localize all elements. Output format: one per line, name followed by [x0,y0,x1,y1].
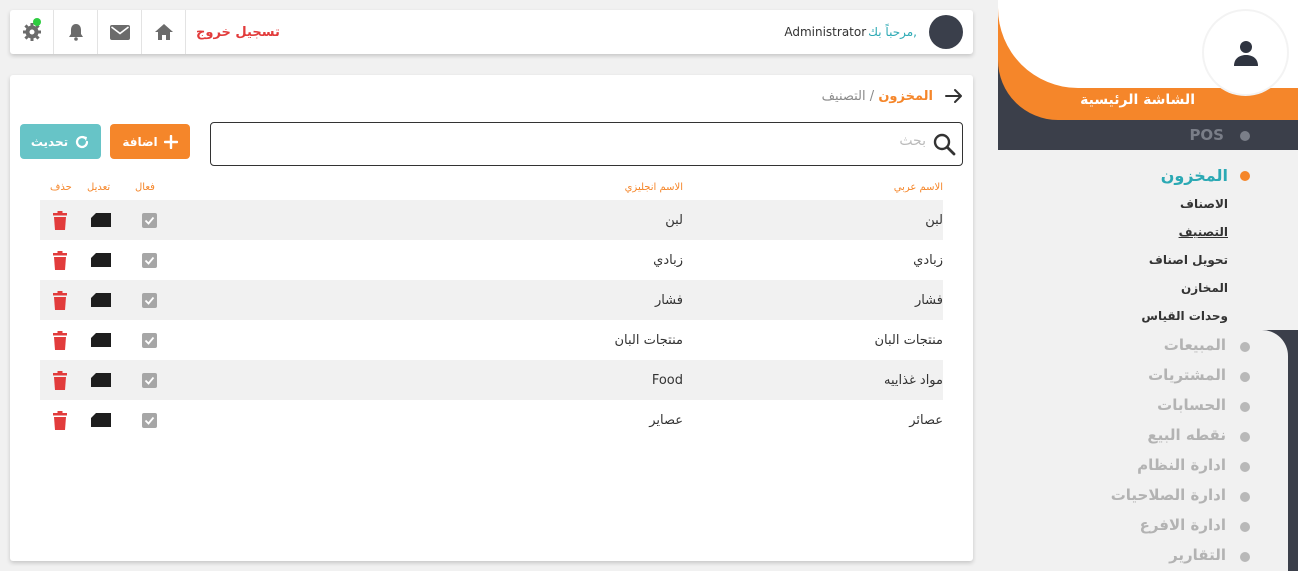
plus-icon [164,135,178,149]
profile-avatar[interactable] [1204,11,1287,94]
sidebar-bullet [1240,492,1250,502]
refresh-button-label: تحديث [30,134,69,149]
avatar[interactable] [929,15,963,49]
sidebar-bullet [1240,342,1250,352]
sidebar-bullet [1240,131,1250,141]
welcome-message [784,10,917,54]
sidebar-item-pos[interactable]: POS [1189,126,1224,144]
sidebar [998,0,1298,571]
edit-icon [90,412,112,428]
check-icon [142,293,157,308]
sidebar-item[interactable]: المشتريات [1148,366,1226,384]
user-name: Administrator [784,25,867,39]
add-button-label: اضافة [122,134,158,149]
search-icon [932,132,956,156]
header-edit: تعديل [87,182,111,193]
cell-arabic-name: مواد غذاييه [884,372,943,388]
edit-icon [90,252,112,268]
sidebar-item[interactable]: نقطه البيع [1147,426,1226,444]
add-button[interactable] [110,124,190,159]
active-checkbox[interactable] [142,400,157,440]
refresh-icon [74,134,90,150]
cell-english-name: زبادي [653,252,683,268]
welcome-label: مرحباً بك, [868,25,917,39]
trash-icon [52,291,68,310]
header-english-name: الاسم انجليزي [624,182,683,193]
sidebar-bullet [1240,552,1250,562]
edit-button[interactable] [90,280,112,320]
sidebar-subitem[interactable]: وحدات القياس [1141,309,1228,323]
sidebar-item-home[interactable]: الشاشة الرئيسية [1080,92,1195,108]
sidebar-subitem[interactable]: تحويل اصناف [1148,253,1228,267]
header-arabic-name: الاسم عربي [893,182,943,193]
sidebar-bullet [1240,522,1250,532]
edit-icon [90,332,112,348]
breadcrumb [822,89,933,104]
header-delete: حذف [50,182,72,193]
delete-button[interactable] [52,240,68,280]
sidebar-item[interactable]: التقارير [1169,546,1226,564]
check-icon [142,373,157,388]
edit-button[interactable] [90,360,112,400]
table-row [40,240,943,280]
search-input[interactable] [526,133,926,149]
header-active: فعال [135,182,155,193]
sidebar-item[interactable]: المبيعات [1163,336,1226,354]
table-row [40,280,943,320]
edit-icon [90,212,112,228]
bell-icon [68,23,84,41]
cell-arabic-name: فشار [914,292,943,308]
sidebar-menu [998,330,1288,571]
cell-english-name: فشار [654,292,683,308]
breadcrumb-current: التصنيف [821,89,866,104]
sidebar-bullet [1240,171,1250,181]
edit-button[interactable] [90,320,112,360]
mail-icon [110,25,130,40]
top-bar [10,10,973,54]
cell-english-name: لبن [665,212,683,228]
sidebar-inventory-section [998,150,1298,330]
active-checkbox[interactable] [142,360,157,400]
sidebar-subitem[interactable]: الاصناف [1180,197,1228,211]
edit-button[interactable] [90,400,112,440]
trash-icon [52,211,68,230]
search-box[interactable] [210,122,963,166]
cell-arabic-name: منتجات البان [874,332,943,348]
sidebar-item[interactable]: ادارة النظام [1137,456,1226,474]
sidebar-subitem[interactable]: التصنيف [1178,225,1228,239]
check-icon [142,213,157,228]
home-icon [154,23,174,41]
edit-icon [90,372,112,388]
user-icon [1232,39,1260,67]
delete-button[interactable] [52,280,68,320]
edit-icon [90,292,112,308]
cell-arabic-name: زبادي [913,252,943,268]
cell-english-name: Food [651,372,683,388]
logout-link[interactable]: تسجيل خروج [196,24,280,40]
delete-button[interactable] [52,400,68,440]
sidebar-bullet [1240,432,1250,442]
table-row [40,200,943,240]
home-button[interactable] [142,10,186,54]
trash-icon [52,331,68,350]
breadcrumb-inventory[interactable]: المخزون [878,89,933,104]
messages-button[interactable] [98,10,142,54]
delete-button[interactable] [52,360,68,400]
check-icon [142,333,157,348]
online-status-dot [33,18,41,26]
delete-button[interactable] [52,200,68,240]
cell-arabic-name: عصائر [909,412,943,428]
delete-button[interactable] [52,320,68,360]
active-checkbox[interactable] [142,200,157,240]
refresh-button[interactable] [20,124,101,159]
sidebar-item[interactable]: ادارة الافرع [1139,516,1226,534]
check-icon [142,413,157,428]
table-row [40,400,943,440]
trash-icon [52,251,68,270]
sidebar-subitem[interactable]: المخازن [1181,281,1228,295]
active-checkbox[interactable] [142,320,157,360]
trash-icon [52,411,68,430]
edit-button[interactable] [90,240,112,280]
trash-icon [52,371,68,390]
breadcrumb-separator: / [869,89,875,104]
table-row [40,320,943,360]
sidebar-bullet [1240,462,1250,472]
edit-button[interactable] [90,200,112,240]
cell-english-name: منتجات البان [614,332,683,348]
sidebar-item-inventory[interactable]: المخزون [1160,166,1228,185]
arrow-right-icon[interactable] [945,87,963,105]
table-row [40,360,943,400]
sidebar-item[interactable]: الحسابات [1157,396,1226,414]
settings-button[interactable] [10,10,54,54]
active-checkbox[interactable] [142,240,157,280]
check-icon [142,253,157,268]
main-card [10,75,973,561]
cell-arabic-name: لبن [925,212,943,228]
sidebar-bullet [1240,372,1250,382]
active-checkbox[interactable] [142,280,157,320]
notifications-button[interactable] [54,10,98,54]
sidebar-bullet [1240,402,1250,412]
sidebar-item[interactable]: ادارة الصلاحيات [1110,486,1226,504]
cell-english-name: عصاير [649,412,683,428]
